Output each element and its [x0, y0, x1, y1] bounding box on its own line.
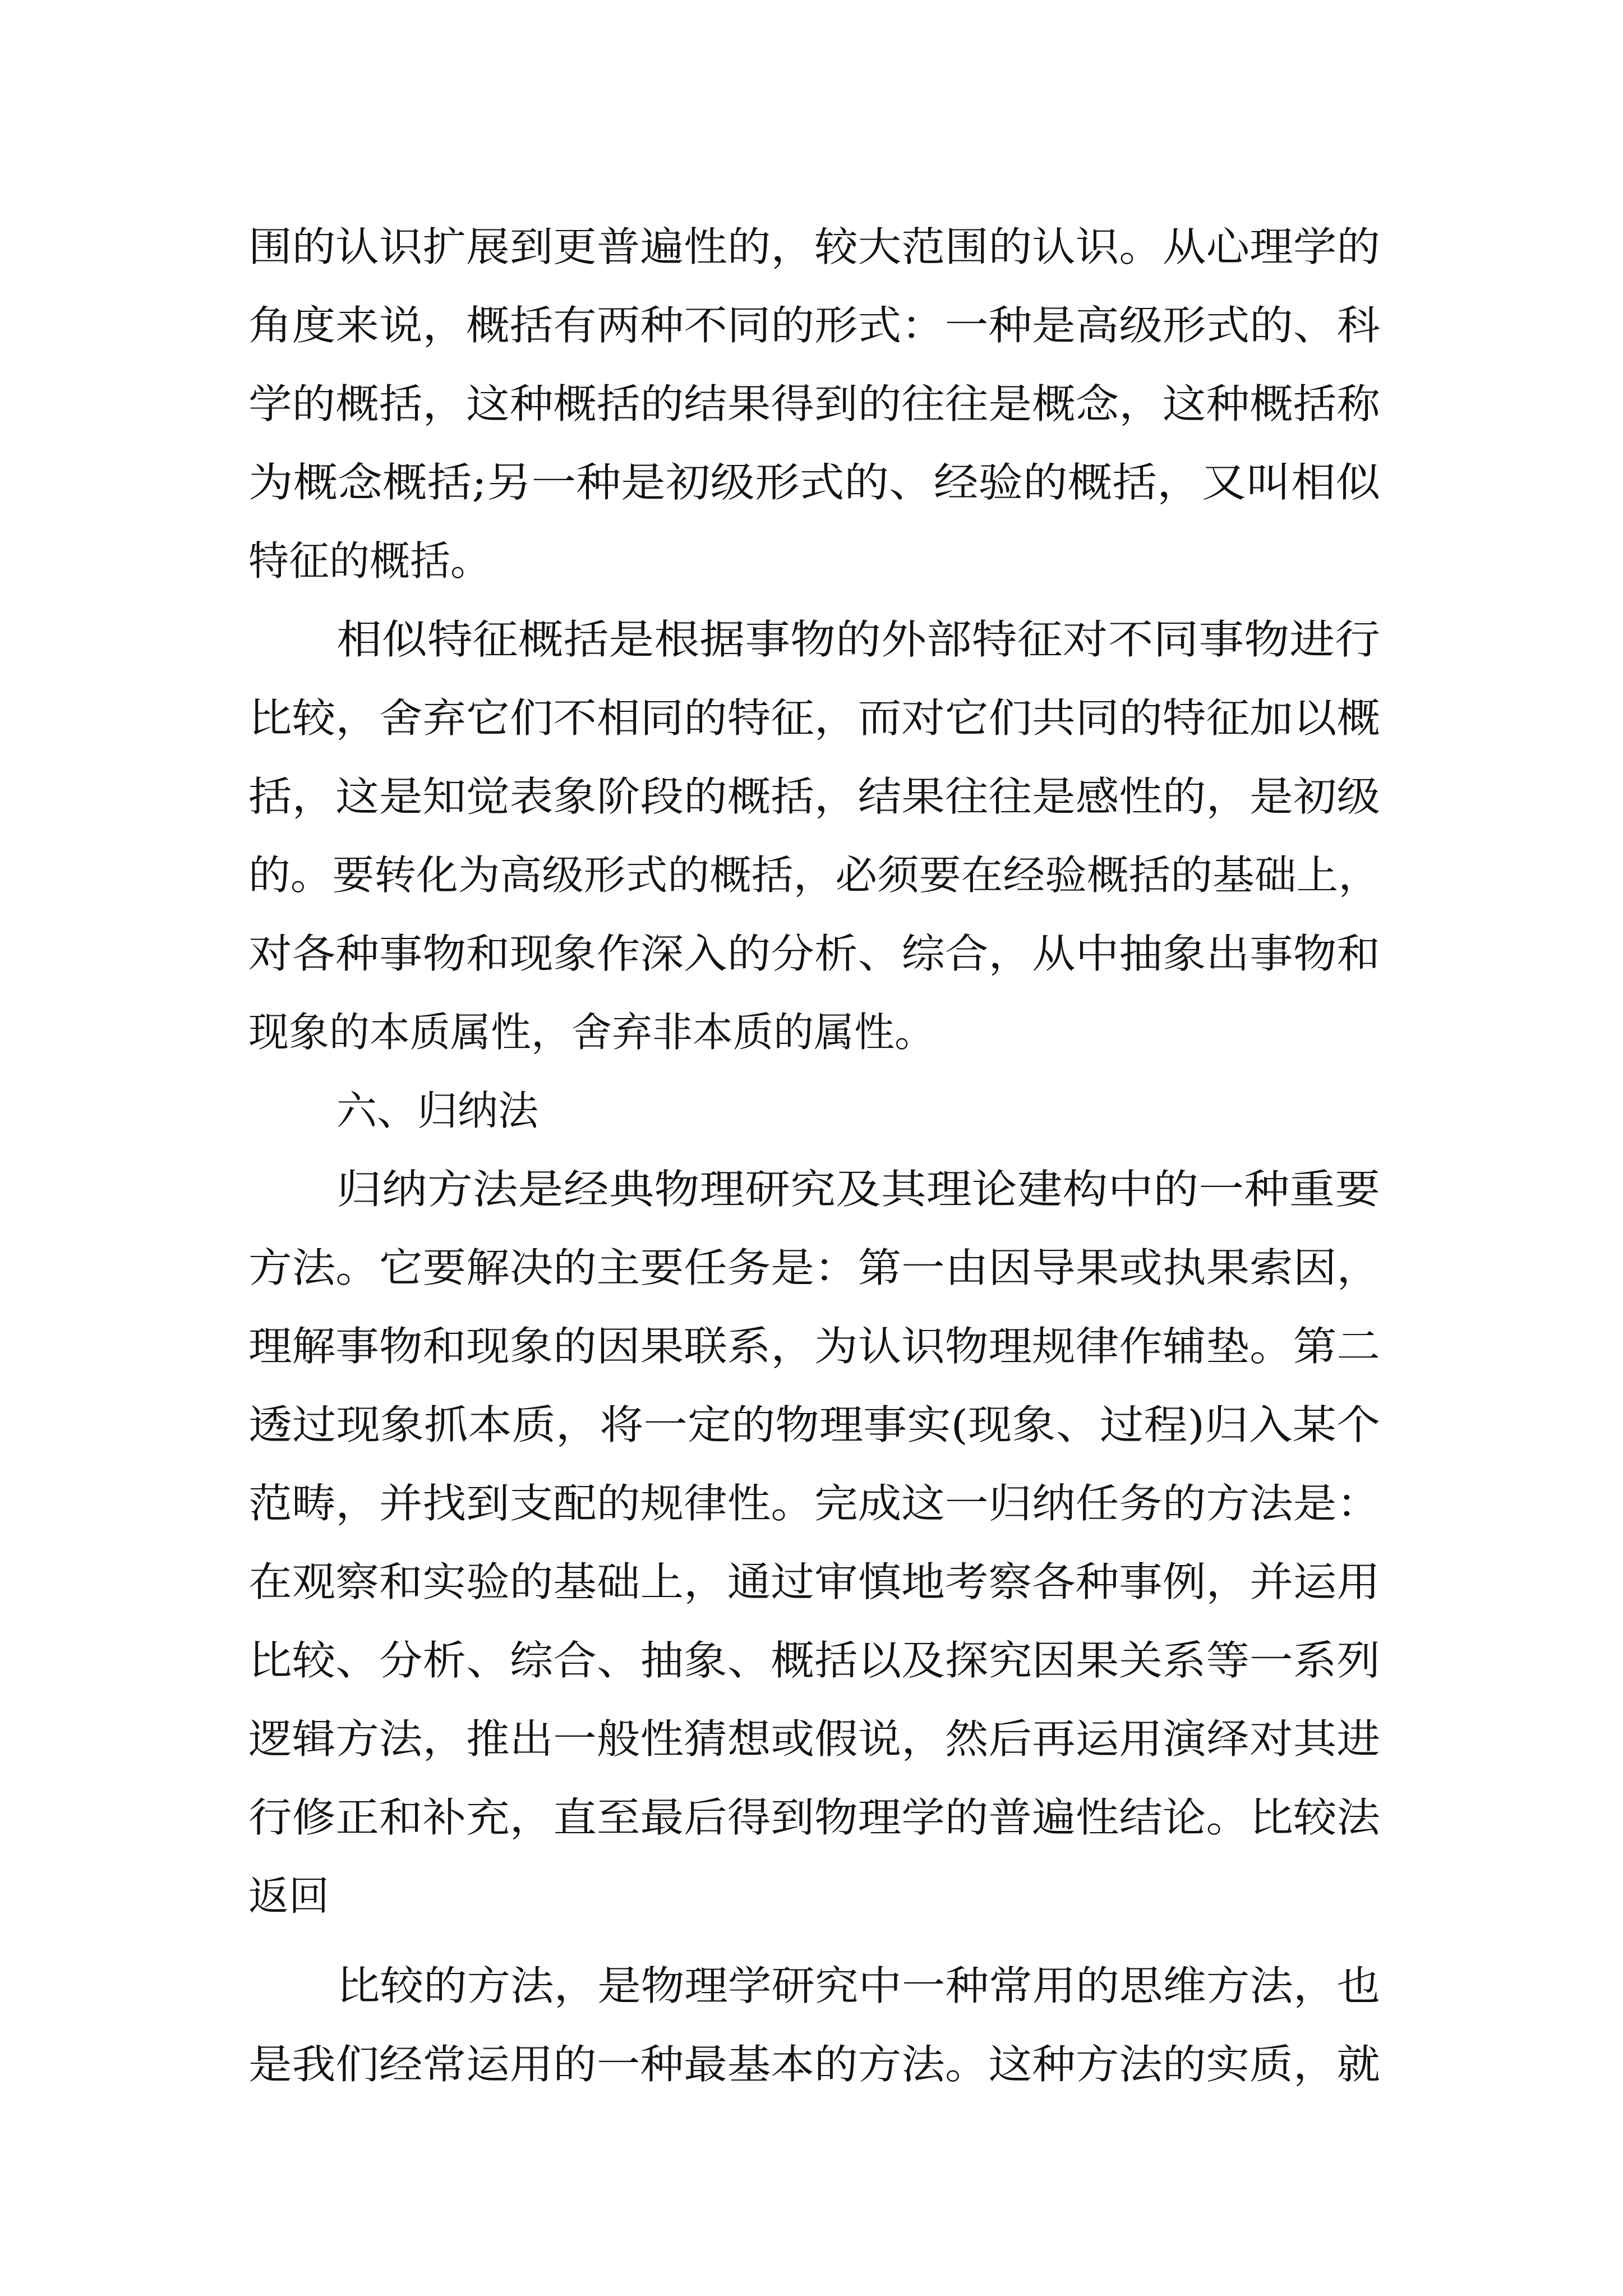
body-text-line: 理解事物和现象的因果联系，为认识物理规律作辅垫。第二 — [248, 1323, 1381, 1370]
body-text-line: 比较，舍弃它们不相同的特征，而对它们共同的特征加以概 — [248, 694, 1381, 742]
body-text-line: 的。要转化为高级形式的概括，必须要在经验概括的基础上， — [248, 852, 1381, 899]
body-text-line: 是我们经常运用的一种最基本的方法。这种方法的实质，就 — [248, 2041, 1381, 2088]
body-text-line: 现象的本质属性，舍弃非本质的属性。 — [248, 1009, 935, 1056]
body-text-line: 范畴，并找到支配的规律性。完成这一归纳任务的方法是： — [248, 1480, 1381, 1527]
paragraph-first-line: 相似特征概括是根据事物的外部特征对不同事物进行 — [336, 616, 1381, 663]
body-text-line: 方法。它要解决的主要任务是：第一由因导果或执果索因， — [248, 1244, 1381, 1291]
body-text-line: 学的概括，这种概括的结果得到的往往是概念，这种概括称 — [248, 380, 1381, 427]
paragraph-first-line: 归纳方法是经典物理研究及其理论建构中的一种重要 — [336, 1166, 1381, 1213]
body-text-line: 逻辑方法，推出一般性猜想或假说，然后再运用演绎对其进 — [248, 1715, 1381, 1763]
section-heading: 六、归纳法 — [336, 1087, 539, 1134]
body-text-line: 在观察和实验的基础上，通过审慎地考察各种事例，并运用 — [248, 1558, 1381, 1605]
body-text-line: 透过现象抓本质，将一定的物理事实(现象、过程)归入某个 — [248, 1401, 1381, 1448]
body-text-line: 对各种事物和现象作深入的分析、综合，从中抽象出事物和 — [248, 930, 1381, 977]
body-text-line: 行修正和补充，直至最后得到物理学的普遍性结论。比较法 — [248, 1794, 1381, 1841]
body-text-line: 特征的概括。 — [248, 537, 491, 585]
body-text-line: 围的认识扩展到更普遍性的，较大范围的认识。从心理学的 — [248, 223, 1381, 270]
paragraph-first-line: 比较的方法，是物理学研究中一种常用的思维方法，也 — [336, 1962, 1381, 2009]
body-text-line: 比较、分析、综合、抽象、概括以及探究因果关系等一系列 — [248, 1637, 1381, 1684]
body-text-line: 角度来说，概括有两种不同的形式：一种是高级形式的、科 — [248, 302, 1381, 349]
body-text-line: 返回 — [248, 1872, 330, 1920]
body-text-line: 括，这是知觉表象阶段的概括，结果往往是感性的，是初级 — [248, 773, 1381, 820]
body-text-line: 为概念概括;另一种是初级形式的、经验的概括，又叫相似 — [248, 459, 1381, 506]
